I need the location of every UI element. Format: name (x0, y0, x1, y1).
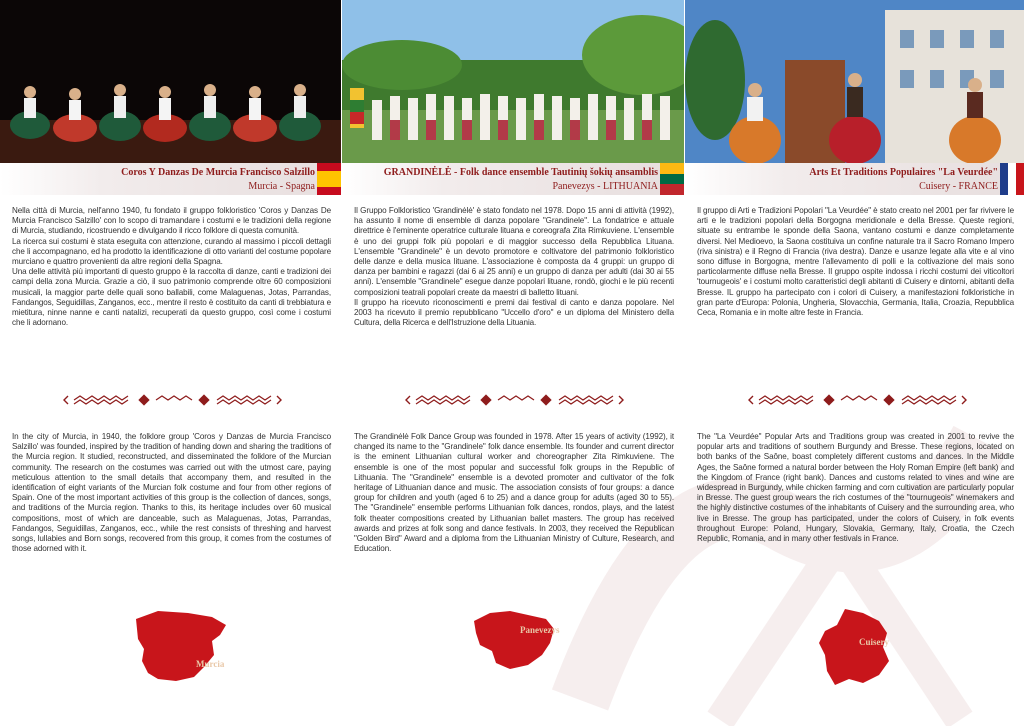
paragraph: Il gruppo ha ricevuto riconoscimenti e premi dai festival di canto e danza popolare. Nel 2003 ha ricevuto il premio repubblicano "Uccello d'oro" e un diploma del Ministero della Cultura, della Ricerca e dell'Istruzione della Lituania. (354, 297, 674, 328)
map-france (815, 605, 895, 694)
map-spain (128, 605, 238, 690)
lithuania-map-icon (470, 605, 560, 675)
italian-text-france (697, 206, 1014, 318)
photo-la-veurdee-dancers (685, 0, 1024, 163)
ornament-divider-icon (402, 390, 627, 410)
italian-text-lithuania (354, 206, 674, 328)
paragraph: Il Gruppo Folkloristico 'Grandinėlė' è stato fondato nel 1978. Dopo 15 anni di attività (1992), ha assunto il nome di ensemble di danza popolare "Grandinele". La fondatrice e attuale direttrice è l'eminente operatrice culturale lituana e coreografa Zita Rimkuviene. L'ensemble è uno dei gruppi folk più popolari e di maggior successo della Repubblica Lituana. L'ensemble "Grandinele" è un devoto promotore e coltivatore del patrimonio folkloristico delle danze e della musica lituane. L'associazione è composta da 4 gruppi: un gruppo di danza per bambini e ragazzi (dai 6 ai 25 anni) e un gruppo di danza per adulti (dai 30 ai 55 anni). L'ensemble "Grandinele" esegue danze popolari lituane, rondò, giochi e le più recenti composizioni teatrali popolari create da maestri di balletto lituani. (354, 206, 674, 297)
paragraph: The Grandinėlė Folk Dance Group was founded in 1978. After 15 years of activity (1992), it changed its name to the "Grandinele" folk dance ensemble. Its founder and current director is the eminent Lithuanian cultural worker and choreographer Zita Rimkuviene. The ensemble is one of the most popular and successful folk groups in the Republic of Lithuania. The "Grandinele" ensemble is a devoted promoter and cultivator of the folk heritage of Lithuanian dance and music. The association consists of four groups: a dance group for children and youth (aged 6 to 25) and a dance group for adults (aged 30 to 55). The "Grandinele" ensemble performs Lithuanian folk dances, rondos, plays, and the latest folk theater compositions created by Lithuanian ballet masters. The group has received awards and prizes at folk song and dance festivals. In 2003, they received the Republican "Golden Bird" Award and a diploma from the Lithuanian Ministry of Culture, Research, and Education. (354, 432, 674, 554)
spain-flag-icon (317, 163, 341, 195)
caption-murcia (0, 163, 341, 195)
column-murcia (0, 0, 341, 726)
english-text-lithuania (354, 432, 674, 554)
map-label-murcia: Murcia (196, 659, 225, 669)
lithuania-flag-icon (660, 163, 684, 195)
group-title: Coros Y Danzas De Murcia Francisco Salzillo (121, 167, 315, 178)
caption-lithuania (342, 163, 684, 195)
column-france (685, 0, 1024, 726)
english-text-france (697, 432, 1014, 544)
group-title: GRANDINĖLĖ - Folk dance ensemble Tautinių šokių ansamblis (383, 167, 658, 178)
spain-map-icon (128, 605, 238, 685)
group-location: Panevezys - LITHUANIA (552, 181, 658, 192)
france-map-icon (815, 605, 895, 689)
photo-murcia-dancers (0, 0, 341, 163)
group-location: Murcia - Spagna (248, 181, 315, 192)
france-flag-icon (1000, 163, 1024, 195)
map-label-panevezys: Panevezys (520, 625, 560, 635)
paragraph: Il gruppo di Arti e Tradizioni Popolari "La Veurdée" è stato creato nel 2001 per far rivivere le arti e le tradizioni popolari della Borgogna meridionale e della Bresse. Queste regioni, situate su entrambe le sponde della Saona, vantano costumi e danze completamente diversi. Nel Medioevo, la Saona costituiva un confine naturale tra il Sacro Romano Impero (riva sinistra) e il Regno di Francia (riva destra). Danze e usanze legate alla vite e al vino sono diffuse in Borgogna, mentre l'allevamento di polli e la coltivazione del mais sono particolarmente diffuse nella Bresse. Il gruppo ospite indossa i ricchi costumi dei viticoltori 'tournugeois' e i costumi molto caratteristici degli abitanti di Cuisery e dintorni, abitanti della Bresse. IL gruppo ha partecipato con i colori di Cuisery, a manifestazioni folkloristiche in gran parte d'Europa: Polonia, Ungheria, Slovacchia, Germania, Italia, Croazia, Repubblica Ceca, Romania e in molte altre feste in Francia. (697, 206, 1014, 318)
italian-text-murcia (12, 206, 331, 328)
column-lithuania (342, 0, 684, 726)
paragraph: Una delle attività più importanti di questo gruppo è la raccolta di danze, canti e tradizioni dei campi della zona Murcia. Grazie a ciò, il suo patrimonio comprende oltre 60 composizioni musicali, la maggior parte delle quali sono ballabili, come Malaguenas, Jotas, Parrandas, Fandangos, Seguidillas, Zanganos, ecc., mentre il resto è costituito da canti di trebbiatura e mietitura, ninne nanne e canti natalizi, recuperati da questo gruppo, così come i costumi che li adornano. (12, 267, 331, 328)
english-text-murcia (12, 432, 331, 554)
map-label-cuisery: Cuisery (859, 637, 889, 647)
group-title: Arts Et Traditions Populaires "La Veurdée" (809, 167, 998, 178)
paragraph: La ricerca sui costumi è stata eseguita con attenzione, curando al massimo i piccoli dettagli che li accompagnano, ed ha prodotto la identificazione di otto varianti del costume popolare murciano e quattro provenienti da altre regioni della Spagna. (12, 236, 331, 267)
map-lithuania (470, 605, 560, 680)
caption-france (685, 163, 1024, 195)
paragraph: In the city of Murcia, in 1940, the folklore group 'Coros y Danzas de Murcia Francisco Salzillo' was founded, inspired by the tradition of handing down and sharing the traditions of the Murcia region. It studied, reconstructed, and disseminated the folklore of the Murcian community. The research on the costumes was carried out with the utmost care, paying meticulous attention to the small details that accompany them, and resulted in the identification of eight variants of the Murcian folk costume and four from other regions of Spain. One of the most important activities of this group is the collection of dances, songs, and traditions of the Murcia region. Thanks to this, its heritage includes over 60 musical compositions, most of which are danceable, such as Malaguenas, Jotas, Parrandas, Fandangos, Seguidillas, Zanganos, ecc., while the rest consists of threshing and harvest songs, lullabies and Born songs, recovered from this group, it comes from the costumes of those adorned with it. (12, 432, 331, 554)
paragraph: Nella città di Murcia, nell'anno 1940, fu fondato il gruppo folkloristico 'Coros y Danzas De Murcia Francisco Salzillo' con lo scopo di tramandare i costumi e le tradizioni della regione di Murcia, studiando, ricostruendo e divulgando il ricco folklore di questa comunità. (12, 206, 331, 236)
paragraph: The "La Veurdée" Popular Arts and Traditions group was created in 2001 to revive the popular arts and traditions of southern Burgundy and Bresse. These regions, located on both banks of the Saône, boast completely different customs and dances. In the Middle Ages, the Saône formed a natural border between the Holy Roman Empire (left bank) and the Kingdom of France (right bank). Dances and customs related to vines and wine are widespread in Burgundy, while chicken farming and corn cultivation are particularly popular in Bresse. The guest group wears the rich costumes of the "tournugeois" winemakers and the highly distinctive costumes of the inhabitants of Cuisery and the surrounding area, who live in Bresse. The group has participated, under the colors of Cuisery, in folk events throughout Europe: Poland, Hungary, Slovakia, Germany, Italy, Croatia, the Czech Republic, Romania, and in many other festivals in France. (697, 432, 1014, 544)
group-location: Cuisery - FRANCE (919, 181, 998, 192)
ornament-divider-icon (60, 390, 285, 410)
photo-grandinele-ensemble (342, 0, 684, 163)
ornament-divider-icon (745, 390, 970, 410)
